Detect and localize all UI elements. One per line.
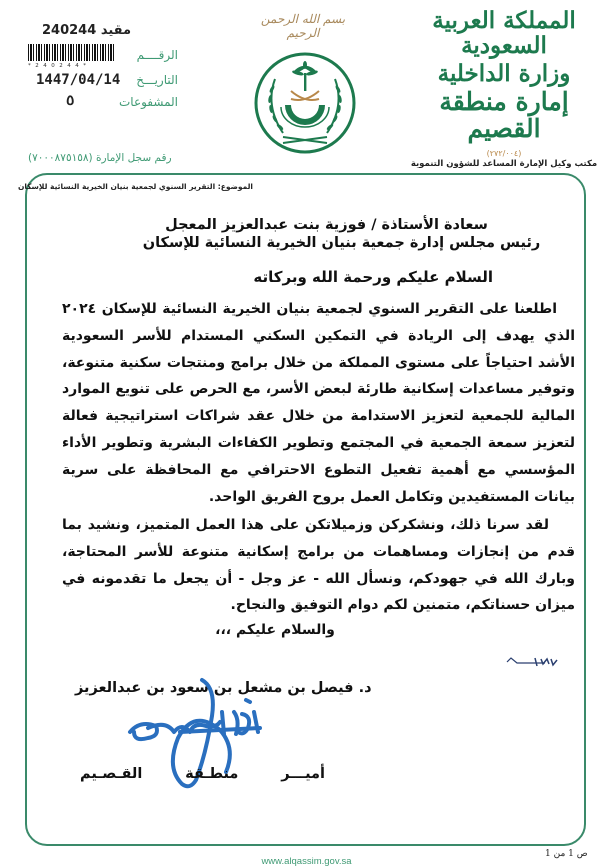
letter-subject: الموضوع: التقرير السنوي لجمعية بنيان الخيرية النسائية للإسكان (17, 182, 253, 191)
addressee-block (80, 216, 573, 252)
emirate-title: إمارة منطقة القصيم (439, 86, 569, 144)
attachments-value: ٥ (66, 93, 75, 109)
registration-stamp (42, 23, 131, 38)
office-name: مكتب وكيل الإمارة المساعد للشؤون التنموية (410, 158, 598, 169)
date-value: 1447/04/14 (36, 72, 121, 88)
date-label: التاريـــخ (136, 73, 178, 87)
initials-mark-icon (505, 650, 565, 670)
closing-salutation: والسلام عليكم ،،، (215, 622, 335, 638)
registration-number: 240244 (42, 23, 97, 38)
basmala: بسم الله الرحمن الرحيم (260, 12, 346, 40)
date-row (28, 72, 178, 92)
addressee-title: رئيس مجلس إدارة جمعية بنيان الخيرية النسائية للإسكان (142, 235, 541, 251)
reference-number-label: الرقــــم (136, 48, 178, 62)
barcode-icon (28, 44, 114, 61)
page-number: ص 1 من 1 (545, 849, 588, 859)
ministry-emblem-icon (253, 51, 357, 155)
greeting: السلام عليكم ورحمة الله وبركاته (253, 268, 493, 286)
registration-label: مقيد (100, 23, 132, 38)
attachments-row (28, 93, 178, 113)
signatory-title: أميـــر منطـقة القـصـيم (80, 766, 325, 782)
body-paragraph-1: اطلعنا على التقرير السنوي لجمعية بنيان الخيرية النسائية للإسكان ٢٠٢٤ الذي يهدف إلى الريادة في التمكين السكني المستدام للأسر السعودية الأشد احتياجاً على مستوى المملكة من خلال برامج ومنتجات سكنية متنوعة، وتوفير مساعدات إسكانية طارئة لبعض الأسر، مع الحرص على تنويع الموارد المالية للجمعية لتعزيز الاستدامة من خلال عقد شراكات استراتيجية فعالة لتعزيز سمعة الجمعية في المجتمع وتطوير الكفاءات البشرية وتطوير الأداء المؤسسي مع أهمية تفعيل التطوع الاحترافي مع المحافظة على سرية بيانات المستفيدين وتكامل العمل بروح الفريق الواحد. (62, 301, 575, 505)
website-link[interactable]: www.alqassim.gov.sa (261, 856, 352, 867)
office-code: (٢٧٢/٠٠٤) (486, 148, 522, 158)
barcode-digits: *240244* (28, 63, 91, 69)
kingdom-title: المملكة العربية السعودية (432, 7, 576, 60)
addressee-name: سعادة الأستاذة / فوزية بنت عبدالعزيز المعجل (165, 217, 488, 233)
letterhead-titles (409, 8, 599, 169)
attachments-label: المشفوعات (118, 95, 178, 109)
body-paragraph-2: لقد سرنا ذلك، ونشكركن وزميلاتكن على هذا العمل المتميز، ونشيد بما قدم من إنجازات ومساهمات من برامج إسكانية متنوعة للأسر المحتاجة، وبارك الله في جهودكم، ونسأل الله - عز وجل - أن يجعل ما تقدمونه في ميزان حسناتكم، متمنين لكم دوام التوفيق والنجاح. (62, 517, 575, 614)
registry-number: رقم سجل الإمارة (٧٠٠٠٨٧٥١٥٨) (28, 152, 172, 164)
reference-number-row (28, 44, 178, 69)
ministry-title: وزارة الداخلية (437, 59, 571, 87)
signatory-name: د. فيصل بن مشعل بن سعود بن عبدالعزيز (75, 680, 372, 696)
